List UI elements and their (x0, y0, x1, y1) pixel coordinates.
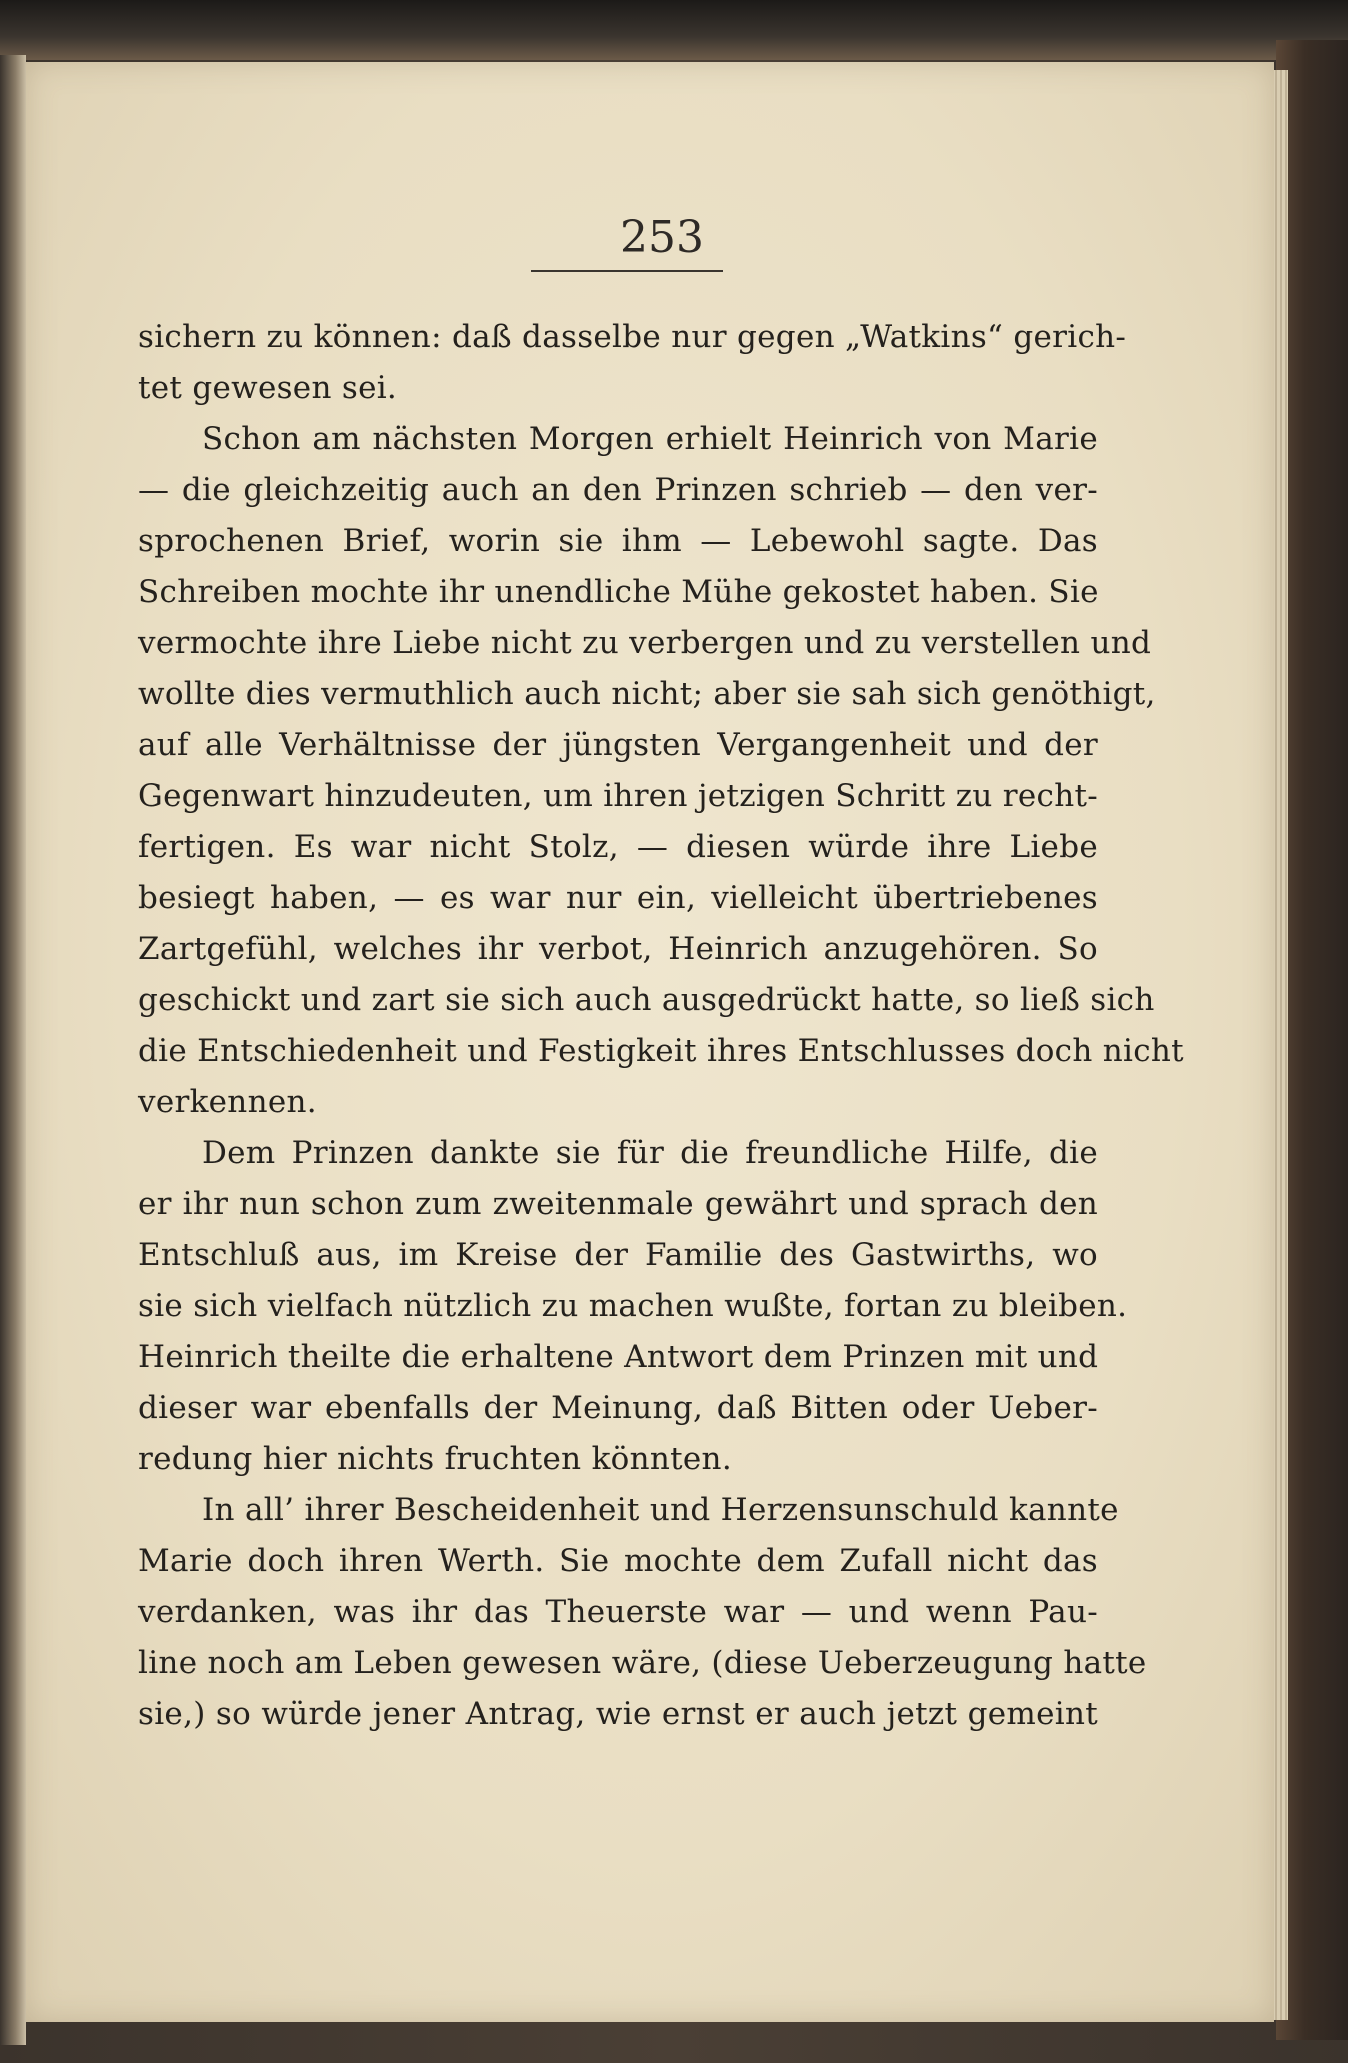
book-cover-top-edge (0, 0, 1348, 60)
text-line: dieser war ebenfalls der Meinung, daß Bitten oder Ueber- (138, 1390, 1098, 1426)
text-line: Dem Prinzen dankte sie für die freundliche Hilfe, die (202, 1135, 1098, 1171)
text-line: sichern zu können: daß dasselbe nur gegen „Watkins“ gerich- (138, 319, 1127, 355)
text-line: tet gewesen sei. (138, 370, 398, 406)
text-line: verdanken, was ihr das Theuerste war — und wenn Pau- (138, 1594, 1098, 1630)
text-line: redung hier nichts fruchten könnten. (138, 1441, 732, 1477)
text-line: sie sich vielfach nützlich zu machen wußte, fortan zu bleiben. (138, 1288, 1128, 1324)
text-line: besiegt haben, — es war nur ein, vielleicht übertriebenes (138, 880, 1098, 916)
text-line: sie,) so würde jener Antrag, wie ernst er auch jetzt gemeint (138, 1696, 1098, 1732)
text-line: verkennen. (138, 1084, 317, 1120)
text-line: In all’ ihrer Bescheidenheit und Herzensunschuld kannte (202, 1492, 1119, 1528)
text-line: auf alle Verhältnisse der jüngsten Vergangenheit und der (138, 727, 1098, 763)
text-line: Zartgefühl, welches ihr verbot, Heinrich anzugehören. So (138, 931, 1098, 967)
text-line: Entschluß aus, im Kreise der Familie des Gastwirths, wo (138, 1237, 1098, 1273)
text-line: wollte dies vermuthlich auch nicht; aber sie sah sich genöthigt, (138, 676, 1156, 712)
text-line: die Entschiedenheit und Festigkeit ihres Entschlusses doch nicht (138, 1033, 1184, 1069)
text-line: fertigen. Es war nicht Stolz, — diesen würde ihre Liebe (138, 829, 1098, 865)
book-gutter-left (0, 55, 26, 2045)
body-text (138, 312, 1184, 1740)
text-line: Schon am nächsten Morgen erhielt Heinrich von Marie (202, 421, 1098, 457)
text-line: Marie doch ihren Werth. Sie mochte dem Zufall nicht das (138, 1543, 1098, 1579)
page-number: 253 (620, 212, 704, 263)
text-line: geschickt und zart sie sich auch ausgedrückt hatte, so ließ sich (138, 982, 1155, 1018)
text-line: — die gleichzeitig auch an den Prinzen schrieb — den ver- (138, 472, 1098, 508)
header-rule (531, 270, 723, 272)
text-line: Gegenwart hinzudeuten, um ihren jetzigen Schritt zu recht- (138, 778, 1098, 814)
text-line: line noch am Leben gewesen wäre, (diese Ueberzeugung hatte (138, 1645, 1147, 1681)
text-line: vermochte ihre Liebe nicht zu verbergen und zu verstellen und (138, 625, 1152, 661)
text-line: Schreiben mochte ihr unendliche Mühe gekostet haben. Sie (138, 574, 1099, 610)
page-sheet (26, 62, 1274, 2022)
text-line: sprochenen Brief, worin sie ihm — Lebewohl sagte. Das (138, 523, 1098, 559)
text-line: Heinrich theilte die erhaltene Antwort dem Prinzen mit und (138, 1339, 1099, 1375)
text-line: er ihr nun schon zum zweitenmale gewährt und sprach den (138, 1186, 1098, 1222)
